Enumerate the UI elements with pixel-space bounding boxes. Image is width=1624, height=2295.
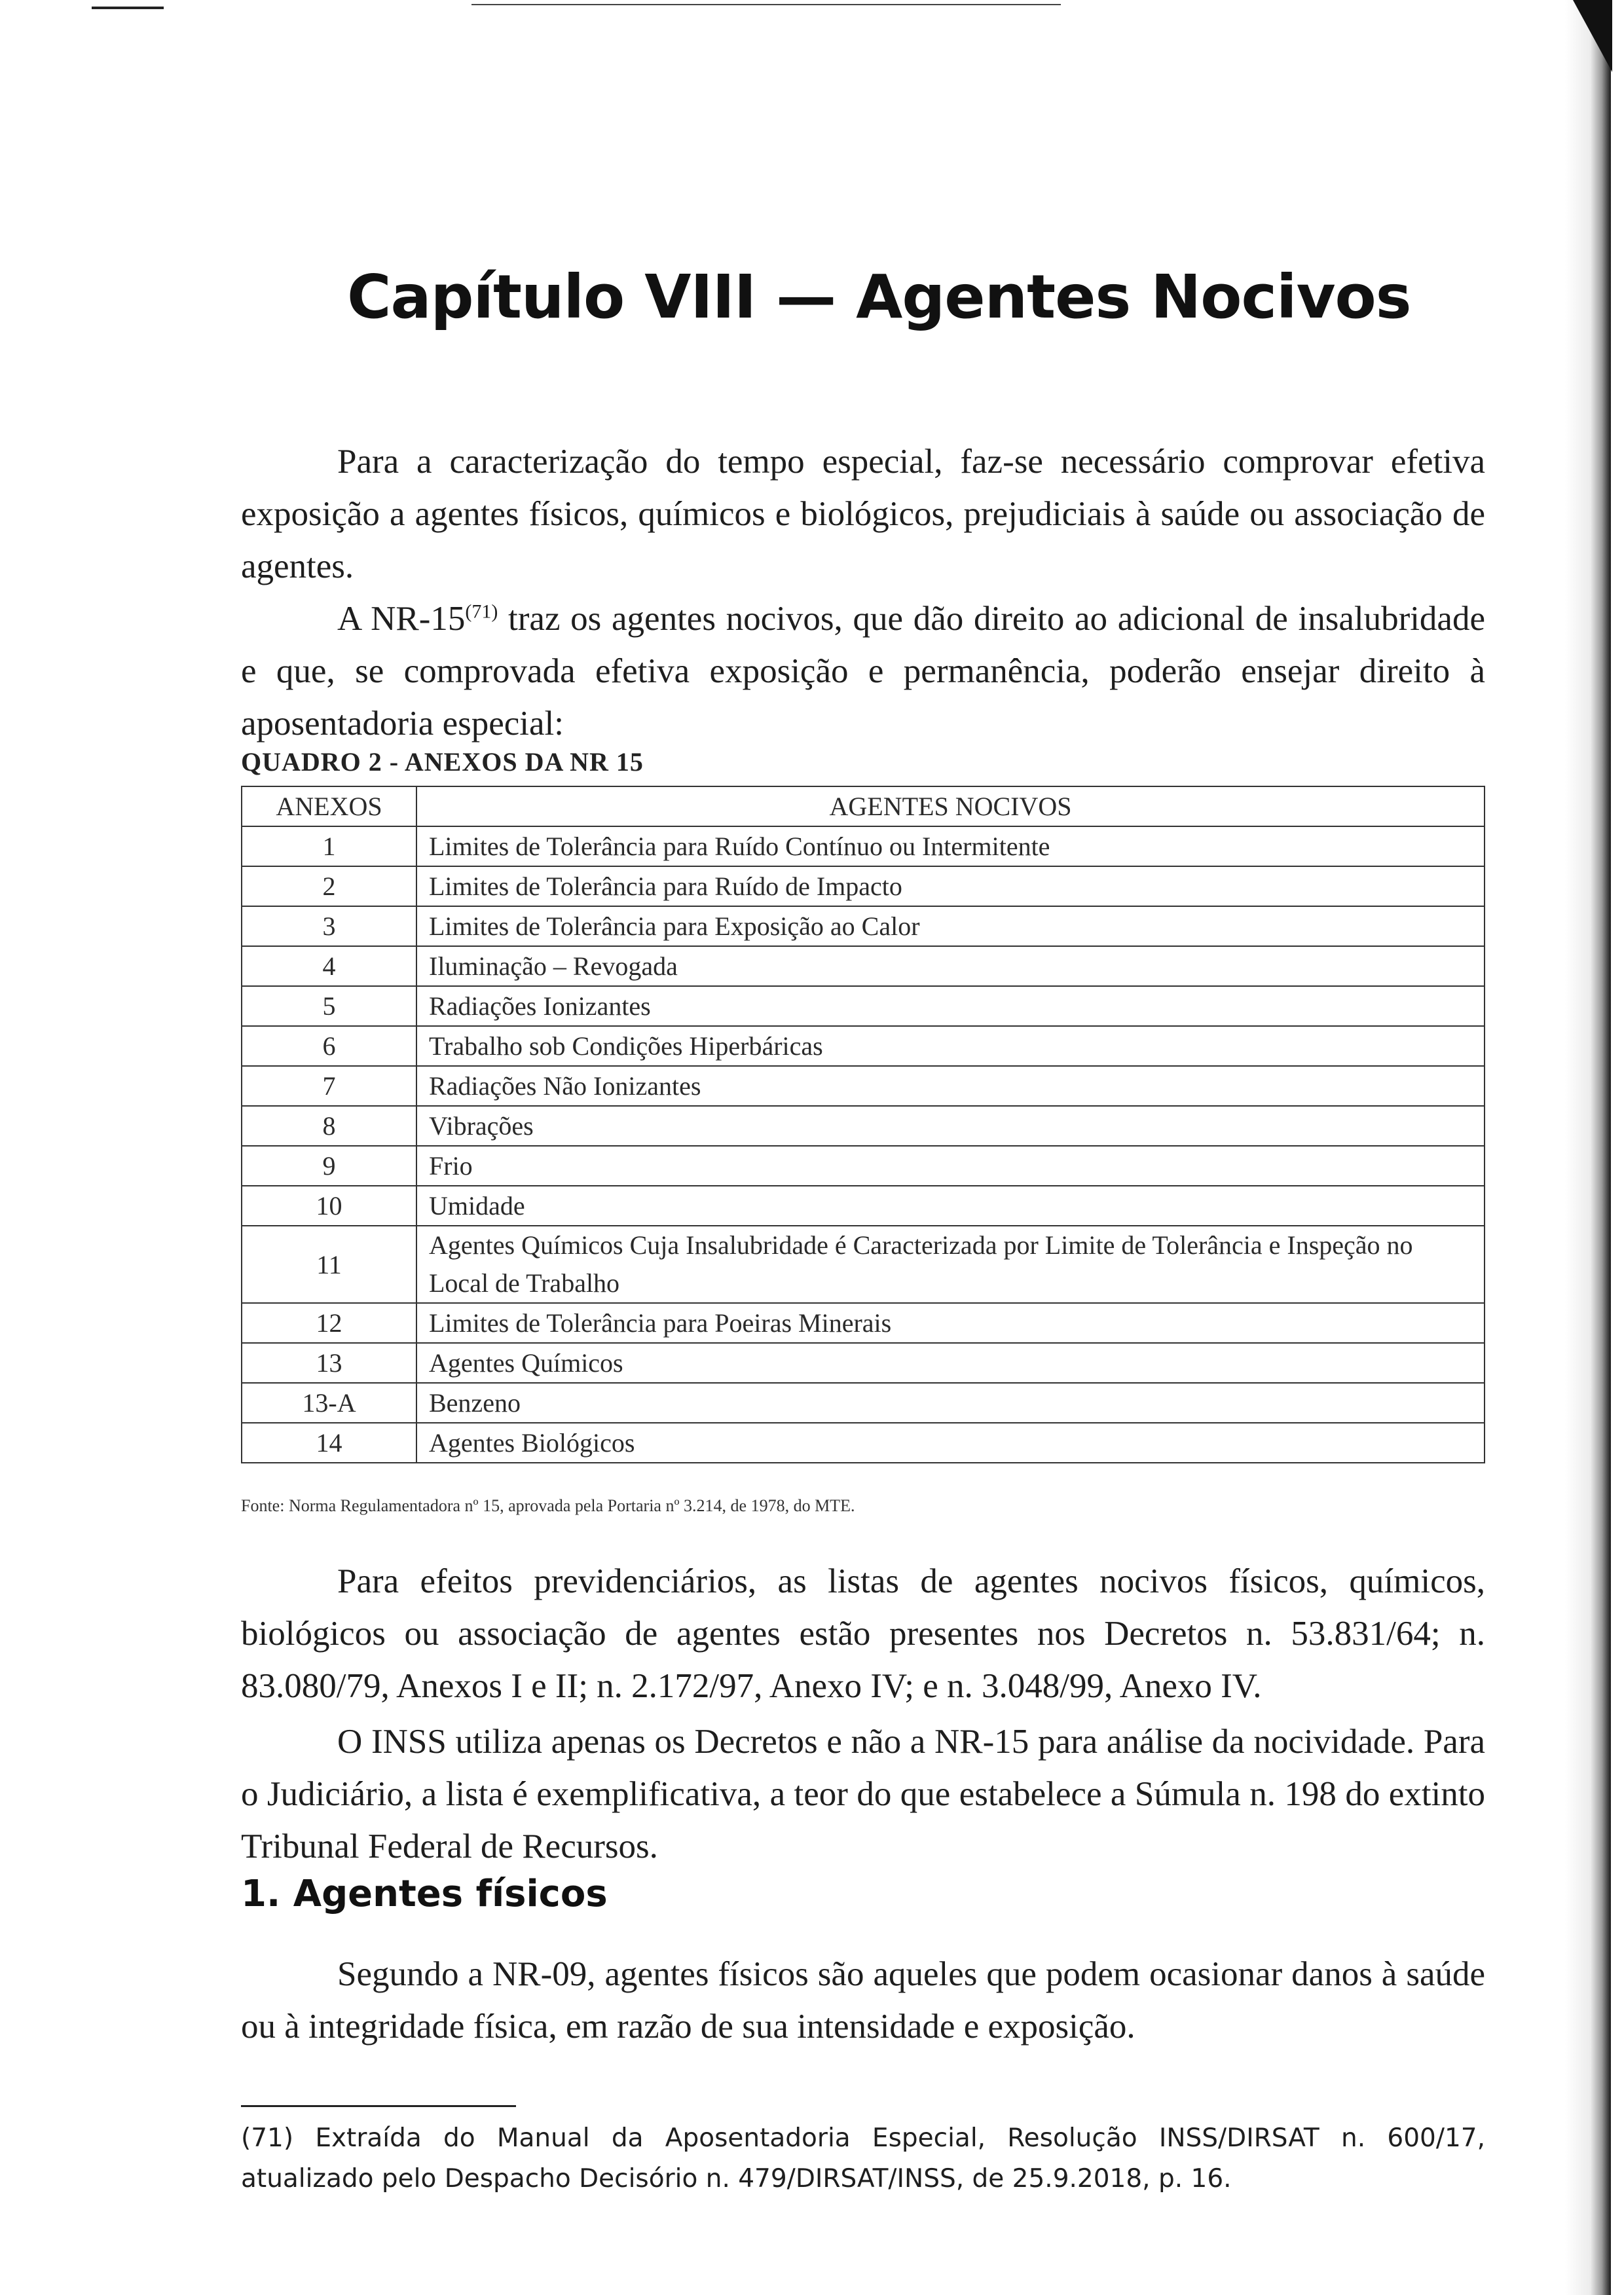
- table-body: [242, 826, 1485, 1463]
- annex-agent: Radiações Não Ionizantes: [416, 1066, 1485, 1106]
- paragraph-nr15-end: traz os agentes nocivos, que dão direito ao adicional de insalubridade e que, se comprovada efetiva exposição e permanência, poderão ensejar direito à aposentadoria especial:: [241, 600, 1485, 743]
- paragraph-physical-agents: [241, 1948, 1485, 2053]
- table-header-row: [242, 786, 1485, 826]
- annex-agent: Limites de Tolerância para Exposição ao Calor: [416, 906, 1485, 946]
- paragraph-decrees-text: Para efeitos previdenciários, as listas de agentes nocivos físicos, químicos, biológicos ou associação de agentes estão presentes nos Decretos n. 53.831/64; n. 83.080/79, Anexos I e II; n. 2.172/97, Anexo IV; e n. 3.048/99, Anexo IV.: [241, 1562, 1485, 1705]
- annex-number: 1: [242, 826, 416, 866]
- table-row: [242, 946, 1485, 986]
- table-row: [242, 1226, 1485, 1303]
- header-agents: AGENTES NOCIVOS: [416, 786, 1485, 826]
- annex-number: 4: [242, 946, 416, 986]
- table-source: Fonte: Norma Regulamentadora nº 15, aprovada pela Portaria nº 3.214, de 1978, do MTE.: [241, 1496, 855, 1515]
- annex-agent: Agentes Biológicos: [416, 1423, 1485, 1463]
- annex-number: 13: [242, 1343, 416, 1383]
- table-row: [242, 1106, 1485, 1146]
- table-row: [242, 866, 1485, 906]
- annex-agent: Limites de Tolerância para Poeiras Minerais: [416, 1303, 1485, 1343]
- paragraph-decrees: [241, 1555, 1485, 1712]
- table-row: [242, 1026, 1485, 1066]
- annex-agent: Radiações Ionizantes: [416, 986, 1485, 1026]
- table-row: [242, 1066, 1485, 1106]
- annex-number: 5: [242, 986, 416, 1026]
- footnote-rule: [241, 2105, 516, 2107]
- annex-number: 10: [242, 1186, 416, 1226]
- table-row: [242, 1186, 1485, 1226]
- table-row: [242, 986, 1485, 1026]
- annex-agent: Frio: [416, 1146, 1485, 1186]
- annex-number: 11: [242, 1226, 416, 1303]
- table-row: [242, 826, 1485, 866]
- paragraph-inss: [241, 1716, 1485, 1873]
- header-annexes: ANEXOS: [242, 786, 416, 826]
- paragraph-nr15-start: A NR-15: [337, 600, 466, 638]
- annex-number: 12: [242, 1303, 416, 1343]
- annex-number: 8: [242, 1106, 416, 1146]
- table-row: [242, 1343, 1485, 1383]
- chapter-title: Capítulo VIII — Agentes Nocivos: [347, 262, 1411, 332]
- table-row: [242, 1146, 1485, 1186]
- table-row: [242, 1303, 1485, 1343]
- paragraph-nr15: [241, 593, 1485, 750]
- annex-agent: Trabalho sob Condições Hiperbáricas: [416, 1026, 1485, 1066]
- top-rule: [471, 4, 1061, 5]
- annex-agent: Agentes Químicos: [416, 1343, 1485, 1383]
- annex-agent: Benzeno: [416, 1383, 1485, 1423]
- annex-agent: Umidade: [416, 1186, 1485, 1226]
- top-edge-mark: [92, 7, 164, 9]
- table-row: [242, 906, 1485, 946]
- annex-number: 14: [242, 1423, 416, 1463]
- annex-number: 7: [242, 1066, 416, 1106]
- paragraph-inss-text: O INSS utiliza apenas os Decretos e não a NR-15 para análise da nocividade. Para o Judiciário, a lista é exemplificativa, a teor do que estabelece a Súmula n. 198 do extinto Tribunal Federal de Recursos.: [241, 1723, 1485, 1865]
- annex-agent: Limites de Tolerância para Ruído Contínuo ou Intermitente: [416, 826, 1485, 866]
- annex-agent: Vibrações: [416, 1106, 1485, 1146]
- annex-number: 9: [242, 1146, 416, 1186]
- annex-number: 2: [242, 866, 416, 906]
- annex-agent: Iluminação – Revogada: [416, 946, 1485, 986]
- paragraph-physical-agents-text: Segundo a NR-09, agentes físicos são aqueles que podem ocasionar danos à saúde ou à integridade física, em razão de sua intensidade e exposição.: [241, 1955, 1485, 2046]
- paragraph-intro-text: Para a caracterização do tempo especial, faz-se necessário comprovar efetiva exposição a agentes físicos, químicos e biológicos, prejudiciais à saúde ou associação de agentes.: [241, 443, 1485, 585]
- table-row: [242, 1423, 1485, 1463]
- table-row: [242, 1383, 1485, 1423]
- annex-number: 3: [242, 906, 416, 946]
- footnote-ref-71[interactable]: (71): [465, 600, 498, 623]
- footnote: (71) Extraída do Manual da Aposentadoria Especial, Resolução INSS/DIRSAT n. 600/17, atualizado pelo Despacho Decisório n. 479/DIRSAT/INSS, de 25.9.2018, p. 16.: [241, 2123, 1485, 2194]
- annex-number: 13-A: [242, 1383, 416, 1423]
- table-caption: QUADRO 2 - ANEXOS DA NR 15: [241, 747, 644, 777]
- paragraph-intro: [241, 435, 1485, 593]
- annex-agent: Limites de Tolerância para Ruído de Impacto: [416, 866, 1485, 906]
- annex-number: 6: [242, 1026, 416, 1066]
- page-corner-fold: [1573, 0, 1612, 72]
- section-heading: 1. Agentes físicos: [241, 1873, 608, 1915]
- annex-table: [241, 786, 1485, 1463]
- annex-agent: Agentes Químicos Cuja Insalubridade é Caracterizada por Limite de Tolerância e Inspeção no Local de Trabalho: [416, 1226, 1485, 1303]
- page-edge-shadow: [1565, 0, 1611, 2295]
